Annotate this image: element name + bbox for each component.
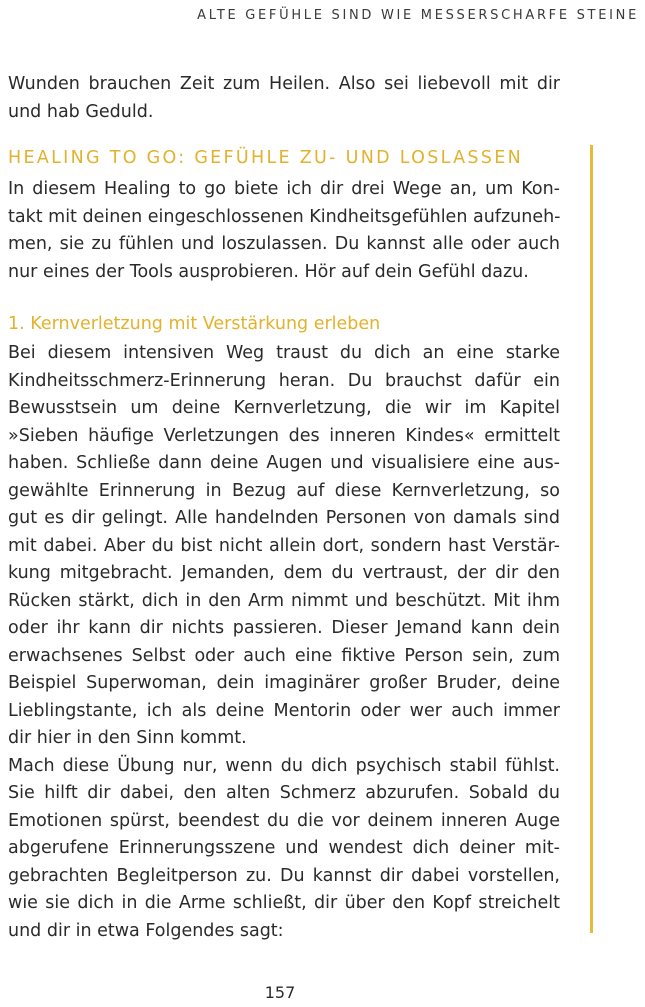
text-line: dir hier in den Sinn kommt. — [8, 728, 247, 748]
text-line: »Sieben häufige Verletzungen des inneren Kindes« ermittelt — [8, 425, 560, 446]
text-line: nur eines der Tools ausprobieren. Hör auf dein Gefühl dazu. — [8, 261, 529, 282]
text-line: Lieblingstante, ich als deine Mentorin oder wer auch immer — [8, 700, 560, 721]
text-line: Kindheitsschmerz-Erinnerung heran. Du brauchst dafür ein — [8, 370, 560, 391]
text-line: Bewusstsein um deine Kernverletzung, die wir im Kapitel — [8, 398, 560, 418]
page-number: 157 — [264, 983, 296, 1002]
text-line: takt mit deinen eingeschlossenen Kindheitsgefühlen aufzuneh- — [8, 206, 561, 227]
text-line: men, sie zu fühlen und loszulassen. Du kannst alle oder auch — [8, 234, 560, 254]
method-paragraph — [8, 340, 560, 945]
accent-side-rule — [590, 145, 593, 933]
text-line: Rücken stärkt, dich in den Arm nimmt und beschützt. Mit ihm — [8, 590, 560, 611]
text-line: Beispiel Superwoman, dein imaginärer großer Bruder, deine — [8, 673, 560, 693]
text-line: und dir in etwa Folgendes sagt: — [8, 920, 284, 941]
text-line: abgerufene Erinnerungsszene und wendest dich deiner mit- — [8, 838, 560, 858]
text-line: mit dabei. Aber du bist nicht allein dort, sondern hast Verstär- — [8, 535, 560, 556]
text-line: Emotionen spürst, beendest du die vor deinem inneren Auge — [8, 810, 560, 831]
text-line: gebrachten Begleitperson zu. Du kannst dir dabei vorstellen, — [8, 865, 560, 886]
method-heading: 1. Kernverletzung mit Verstärkung erleben — [8, 314, 381, 334]
text-line: haben. Schließe dann deine Augen und visualisiere eine aus- — [8, 453, 560, 473]
text-line: Sie hilft dir dabei, den alten Schmerz abzurufen. Sobald du — [8, 783, 560, 803]
running-header: ALTE GEFÜHLE SIND WIE MESSERSCHARFE STEINE — [197, 8, 639, 23]
text-line: In diesem Healing to go biete ich dir drei Wege an, um Kon- — [8, 179, 560, 199]
text-line: Wunden brauchen Zeit zum Heilen. Also sei liebevoll mit dir — [8, 74, 560, 94]
intro-paragraph — [8, 71, 560, 126]
text-line: und hab Geduld. — [8, 101, 154, 122]
section-paragraph — [8, 176, 560, 286]
text-line: wie sie dich in die Arme schließt, dir über den Kopf streichelt — [8, 893, 560, 913]
text-line: gewählte Erinnerung in Bezug auf diese Kernverletzung, so — [8, 480, 560, 501]
text-line: gut es dir gelingt. Alle handelnden Personen von damals sind — [8, 508, 560, 528]
section-heading: HEALING TO GO: GEFÜHLE ZU- UND LOSLASSEN — [8, 148, 523, 168]
text-line: erwachsenes Selbst oder auch eine fiktive Person sein, zum — [8, 645, 560, 666]
text-line: Bei diesem intensiven Weg traust du dich an eine starke — [8, 343, 560, 363]
text-line: kung mitgebracht. Jemanden, dem du vertraust, der dir den — [8, 563, 560, 583]
text-line: oder ihr kann dir nichts passieren. Dieser Jemand kann dein — [8, 618, 560, 638]
text-line: Mach diese Übung nur, wenn du dich psychisch stabil fühlst. — [8, 755, 560, 776]
